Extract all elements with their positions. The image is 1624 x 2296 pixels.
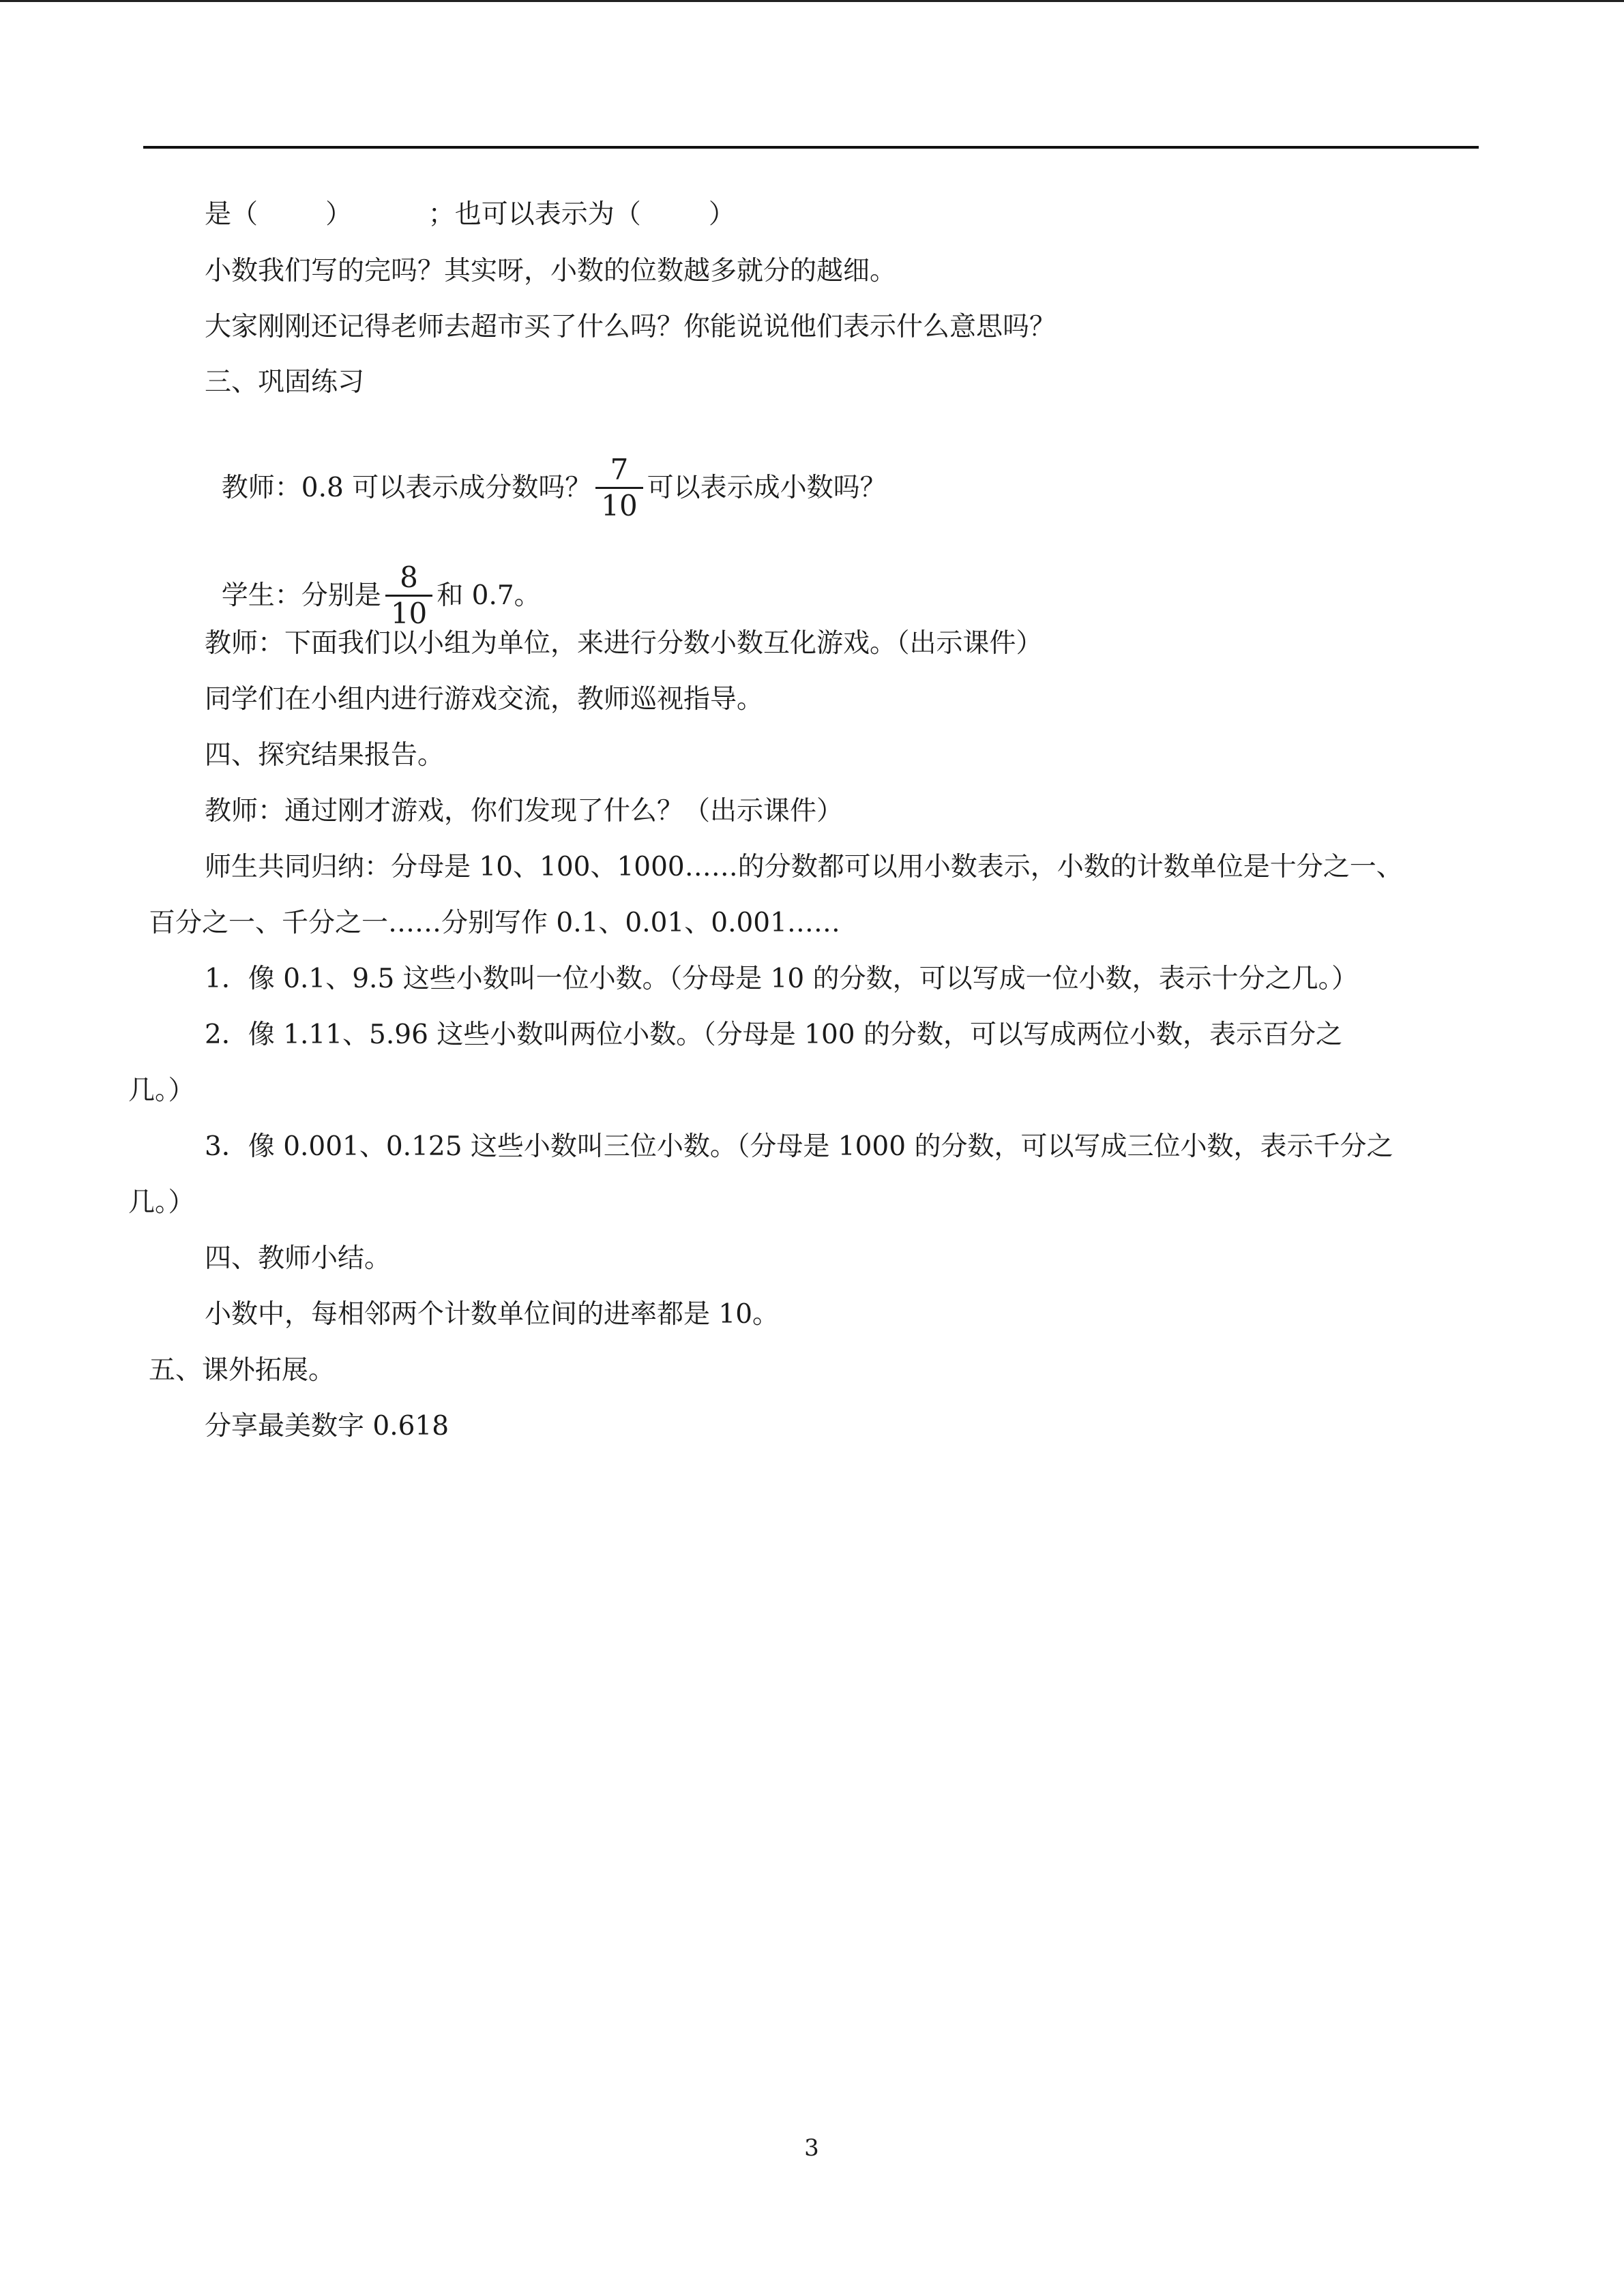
text-line: 教师：下面我们以小组为单位，来进行分数小数互化游戏。（出示课件） bbox=[205, 628, 1043, 659]
text-line: 大家刚刚还记得老师去超市买了什么吗？你能说说他们表示什么意思吗？ bbox=[205, 312, 1057, 342]
text-line: 师生共同归纳：分母是 10、100、1000……的分数都可以用小数表示，小数的计数单位是十分之一、 bbox=[205, 852, 1403, 882]
text-line: 几。） bbox=[128, 1075, 195, 1106]
text-line: 1．像 0.1、9.5 这些小数叫一位小数。（分母是 10 的分数，可以写成一位小数，表示十分之几。） bbox=[205, 964, 1359, 994]
text-line: 3．像 0.001、0.125 这些小数叫三位小数。（分母是 1000 的分数，可以写成三位小数，表示千分之 bbox=[205, 1131, 1393, 1162]
section-heading: 四、探究结果报告。 bbox=[205, 740, 445, 771]
text-line: 2．像 1.11、5.96 这些小数叫两位小数。（分母是 100 的分数，可以写成两位小数，表示百分之 bbox=[205, 1019, 1343, 1050]
fraction bbox=[385, 561, 432, 631]
section-heading: 三、巩固练习 bbox=[205, 367, 365, 398]
text-line: 小数我们写的完吗？其实呀，小数的位数越多就分的越细。 bbox=[205, 256, 897, 286]
fraction bbox=[595, 453, 643, 523]
text-line: 百分之一、千分之一……分别写作 0.1、0.01、0.001…… bbox=[149, 908, 840, 938]
fraction-numerator: 8 bbox=[400, 561, 418, 594]
section-heading: 五、课外拓展。 bbox=[149, 1355, 336, 1386]
page-number: 3 bbox=[804, 2134, 819, 2162]
fraction-denominator: 10 bbox=[390, 597, 428, 630]
page-top-border bbox=[0, 0, 1624, 2]
text-segment: 和 0.7。 bbox=[437, 580, 541, 611]
text-line: 分享最美数字 0.618 bbox=[205, 1411, 449, 1442]
text-line-with-fraction bbox=[205, 419, 887, 523]
fraction-denominator: 10 bbox=[601, 489, 638, 522]
text-segment: 可以表示成小数吗？ bbox=[647, 472, 887, 503]
header-rule bbox=[143, 146, 1479, 149]
text-segment: 学生：分别是 bbox=[221, 580, 381, 611]
text-line: 小数中，每相邻两个计数单位间的进率都是 10。 bbox=[205, 1299, 780, 1330]
text-line: 同学们在小组内进行游戏交流，教师巡视指导。 bbox=[205, 684, 764, 715]
section-heading: 四、教师小结。 bbox=[205, 1243, 392, 1274]
text-line: 教师：通过刚才游戏，你们发现了什么？（出示课件） bbox=[205, 796, 844, 826]
fraction-numerator: 7 bbox=[610, 453, 629, 486]
text-segment: 教师：0.8 可以表示成分数吗？ bbox=[221, 472, 592, 503]
text-line-blanks: 是（ ） ；也可以表示为（ ） bbox=[205, 199, 735, 230]
text-line: 几。） bbox=[128, 1187, 195, 1218]
text-line-with-fraction bbox=[205, 526, 541, 631]
